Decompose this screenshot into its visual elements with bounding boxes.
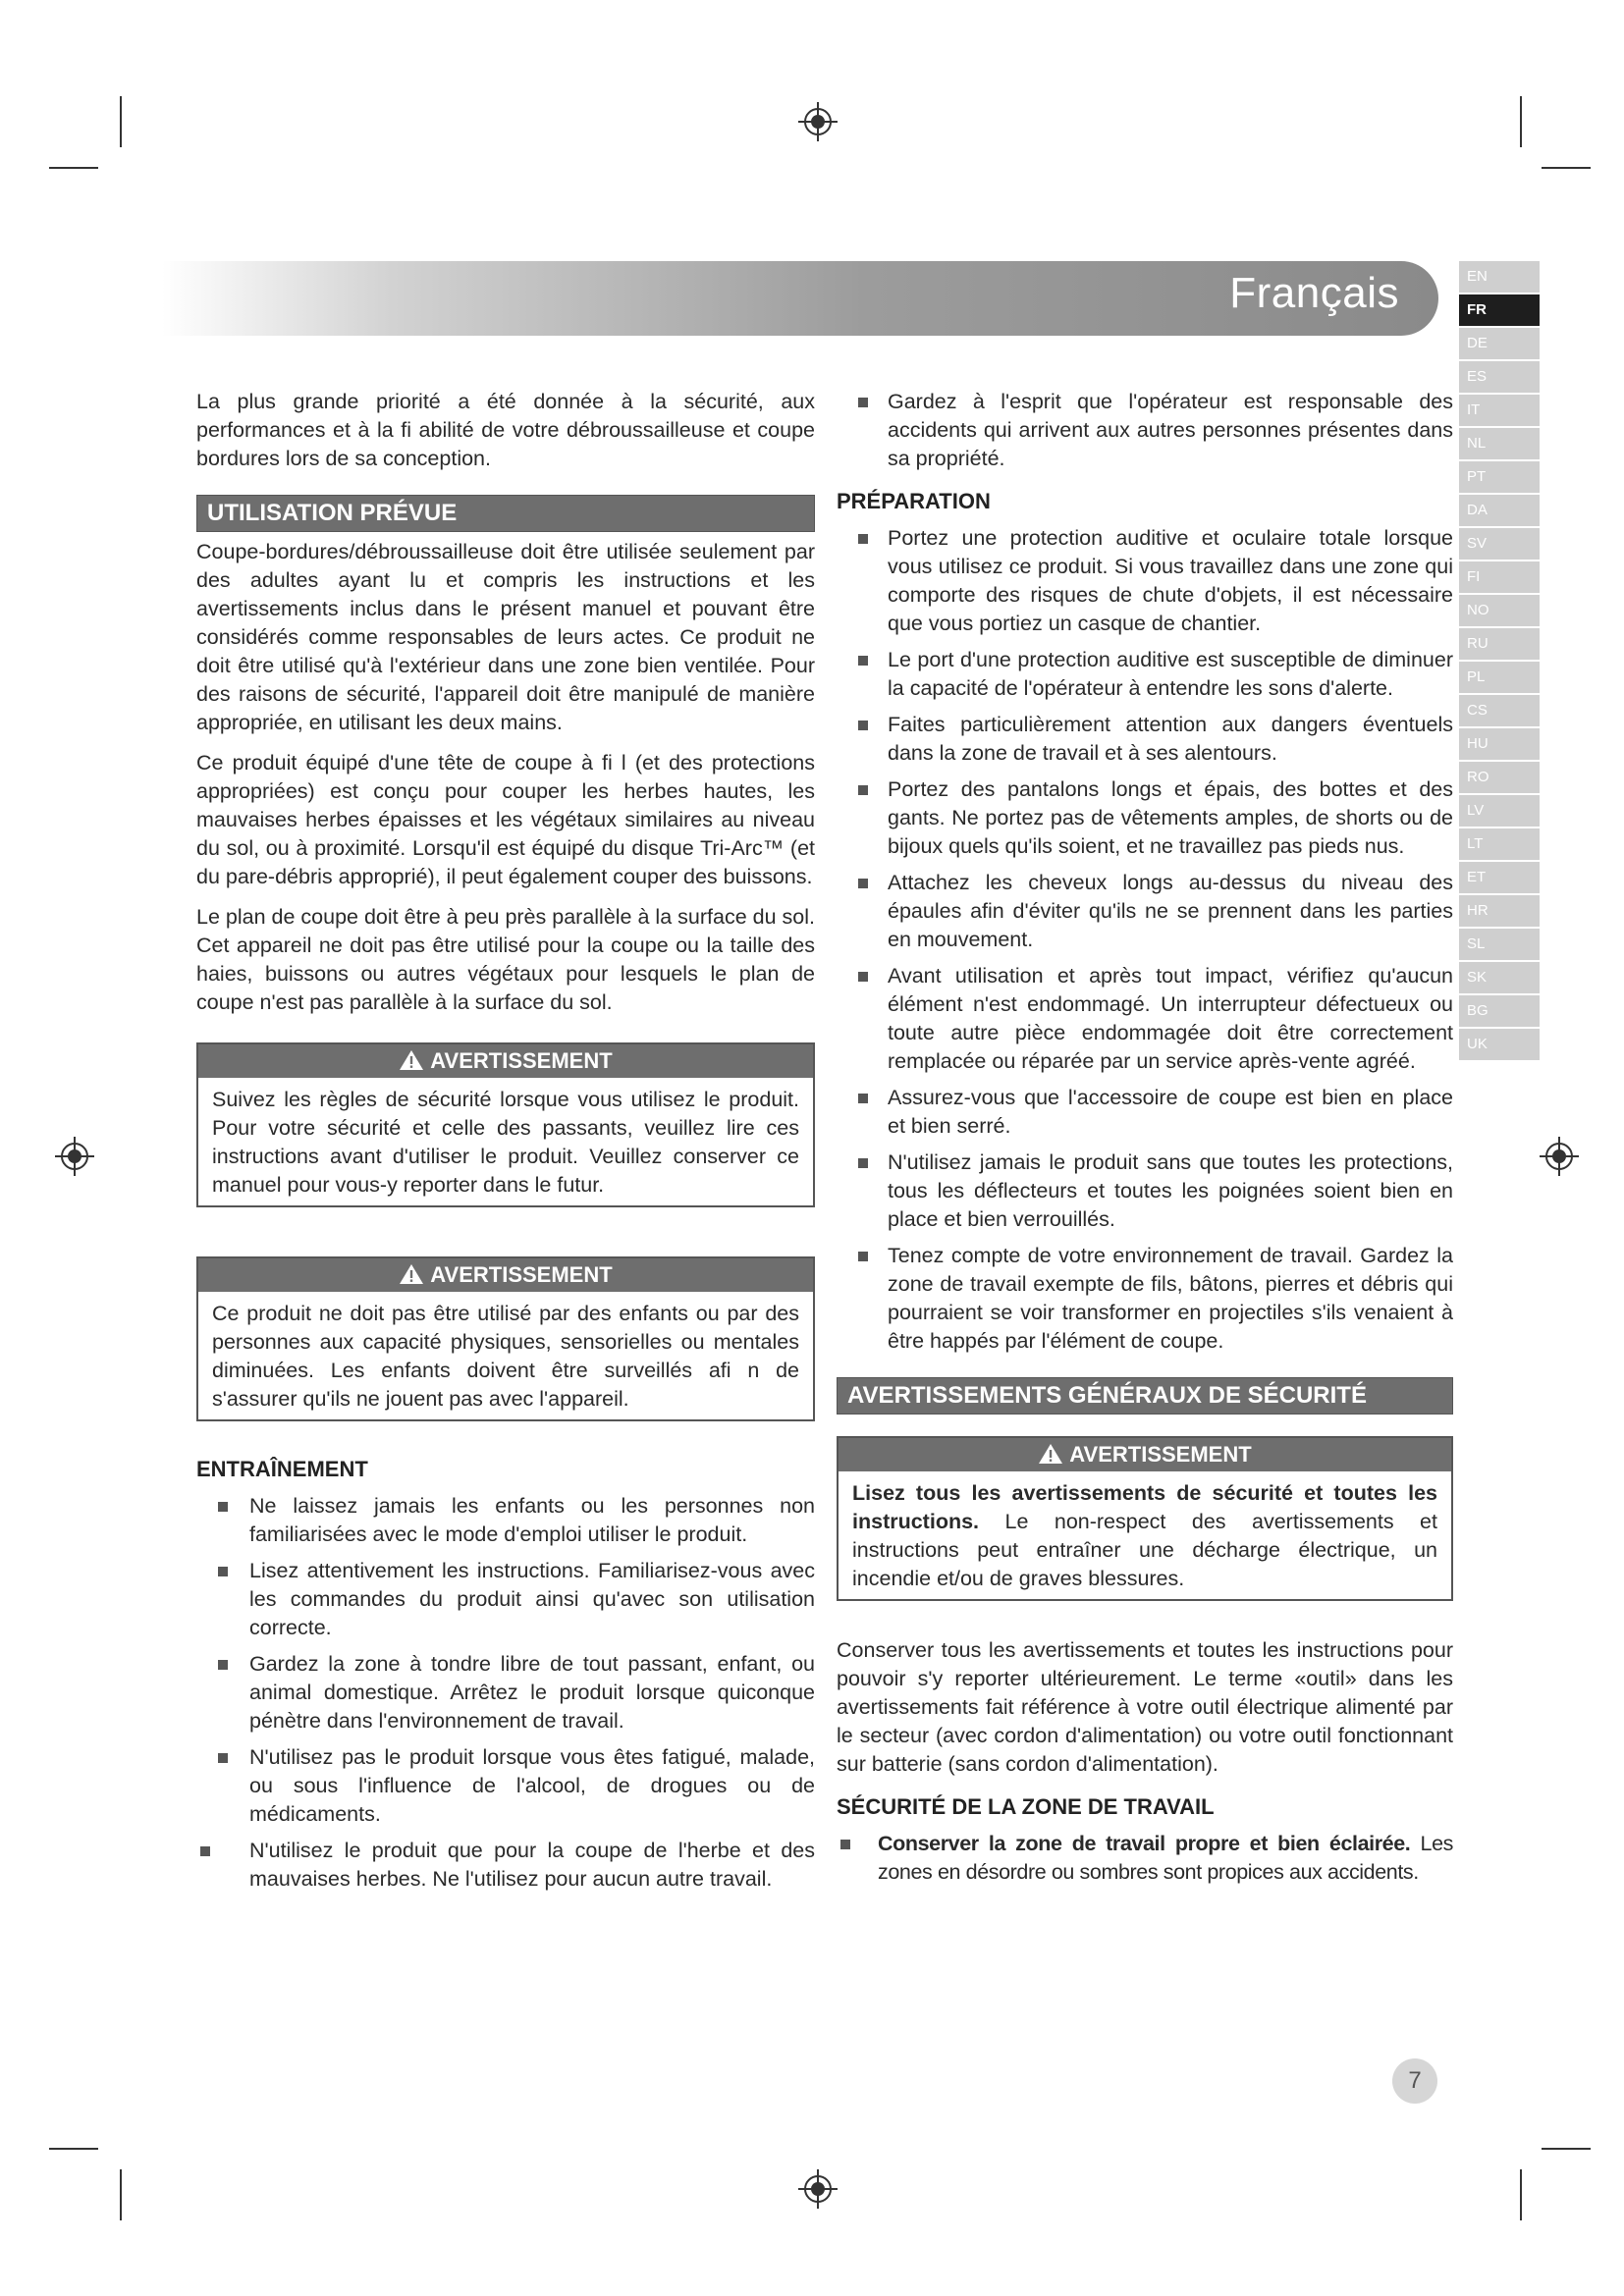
language-tab-uk[interactable]: UK <box>1459 1029 1540 1060</box>
language-tab-de[interactable]: DE <box>1459 328 1540 359</box>
preparation-list <box>837 524 1453 1356</box>
training-list-last <box>196 1837 815 1894</box>
language-tab-no[interactable]: NO <box>1459 595 1540 626</box>
language-tab-sk[interactable]: SK <box>1459 962 1540 993</box>
list-item: N'utilisez pas le produit lorsque vous êtes fatigué, malade, ou sous l'influence de l'alcool, de drogues ou de médicaments. <box>196 1743 815 1829</box>
list-item: Lisez attentivement les instructions. Familiarisez-vous avec les commandes du produit ainsi qu'avec son utilisation correcte. <box>196 1557 815 1642</box>
list-item: Gardez la zone à tondre libre de tout passant, enfant, ou animal domestique. Arrêtez le produit lorsque quiconque pénètre dans l'environnement de travail. <box>196 1650 815 1735</box>
warning-title: AVERTISSEMENT <box>1069 1442 1252 1467</box>
warning-box <box>837 1436 1453 1601</box>
warning-triangle-icon <box>399 1049 424 1071</box>
crop-mark <box>120 2169 122 2220</box>
list-item: Avant utilisation et après tout impact, vérifiez qu'aucun élément n'est endommagé. Un interrupteur défectueux ou toute autre pièce endommagée doit être correctement remplacée ou réparée par un service après-vente agréé. <box>837 962 1453 1076</box>
language-tab-lt[interactable]: LT <box>1459 828 1540 860</box>
language-tab-hr[interactable]: HR <box>1459 895 1540 927</box>
list-item: Le port d'une protection auditive est susceptible de diminuer la capacité de l'opérateur à entendre les sons d'alerte. <box>837 646 1453 703</box>
warning-box <box>196 1042 815 1207</box>
warning-triangle-icon <box>1038 1443 1063 1465</box>
language-tab-hu[interactable]: HU <box>1459 728 1540 760</box>
right-column <box>837 388 1453 1895</box>
list-item: Portez des pantalons longs et épais, des bottes et des gants. Ne portez pas de vêtements amples, de shorts ou de bijoux quels qu'ils soient, et ne travaillez pas pieds nus. <box>837 775 1453 861</box>
list-item: Tenez compte de votre environnement de travail. Gardez la zone de travail exempte de fils, bâtons, pierres et débris qui pourraient se voir transformer en projectiles s'ils venaient à être happés par l'élément de coupe. <box>837 1242 1453 1356</box>
crop-mark <box>49 2148 98 2150</box>
crop-mark <box>1542 2148 1591 2150</box>
language-tab-lv[interactable]: LV <box>1459 795 1540 827</box>
list-item: Gardez à l'esprit que l'opérateur est responsable des accidents qui arrivent aux autres personnes présentes dans sa propriété. <box>837 388 1453 473</box>
work-area-list <box>837 1830 1453 1887</box>
language-tab-es[interactable]: ES <box>1459 361 1540 393</box>
list-item: Portez une protection auditive et oculaire totale lorsque vous utilisez ce produit. Si vous travaillez dans une zone qui comporte des risques de chute d'objets, il est nécessaire que vous portiez un casque de chantier. <box>837 524 1453 638</box>
language-tab-cs[interactable]: CS <box>1459 695 1540 726</box>
warning-header <box>198 1258 813 1292</box>
paragraph: Coupe-bordures/débroussailleuse doit être utilisée seulement par des adultes ayant lu et compris les instructions et les avertissements inclus dans le présent manuel et pouvant être considérés comme responsables de leurs actes. Ce produit ne doit être utilisé qu'à l'extérieur dans une zone bien ventilée. Pour des raisons de sécurité, l'appareil doit être manipulé de manière appropriée, en utilisant les deux mains. <box>196 540 815 734</box>
page-number: 7 <box>1392 2058 1437 2104</box>
language-tab-ro[interactable]: RO <box>1459 762 1540 793</box>
subheading-training: ENTRAÎNEMENT <box>196 1457 368 1481</box>
left-column <box>196 388 815 1901</box>
warning-triangle-icon <box>399 1263 424 1285</box>
language-tab-pl[interactable]: PL <box>1459 662 1540 693</box>
crop-mark <box>49 167 98 169</box>
section-heading-intended-use: UTILISATION PRÉVUE <box>196 495 815 532</box>
warning-title: AVERTISSEMENT <box>430 1262 613 1287</box>
crop-mark <box>120 96 122 147</box>
language-tab-et[interactable]: ET <box>1459 862 1540 893</box>
language-tab-pt[interactable]: PT <box>1459 461 1540 493</box>
paragraph: Ce produit équipé d'une tête de coupe à fi l (et des protections appropriées) est conçu pour couper les herbes hautes, les mauvaises herbes épaisses et les végétaux similaires au niveau du sol, ou à proximité. Lorsqu'il est équipé du disque Tri-Arc™ (et du pare-débris approprié), il peut également couper des buissons. <box>196 751 815 888</box>
paragraph: Conserver tous les avertissements et toutes les instructions pour pouvoir s'y reporter ultérieurement. Le terme «outil» dans les avertissements fait référence à votre outil électrique alimenté par le secteur (avec cordon d'alimentation) ou votre outil fonctionnant sur batterie (sans cordon d'alimentation). <box>837 1638 1453 1776</box>
registration-mark-icon <box>55 1137 94 1176</box>
list-item: Conserver la zone de travail propre et bien éclairée. Les zones en désordre ou sombres sont propices aux accidents. <box>837 1830 1453 1887</box>
language-tab-fr[interactable]: FR <box>1459 294 1540 326</box>
section-heading-general-warnings: AVERTISSEMENTS GÉNÉRAUX DE SÉCURITÉ <box>837 1377 1453 1415</box>
paragraph: Le plan de coupe doit être à peu près parallèle à la surface du sol. Cet appareil ne doit pas être utilisé pour la coupe ou la taille des haies, buissons ou autres végétaux pour lesquels le plan de coupe n'est pas parallèle à la surface du sol. <box>196 905 815 1014</box>
intro-paragraph: La plus grande priorité a été donnée à la sécurité, aux performances et à la fi abilité de votre débroussailleuse et coupe bordures lors de sa conception. <box>196 390 815 470</box>
warning-box <box>196 1256 815 1421</box>
language-tab-da[interactable]: DA <box>1459 495 1540 526</box>
list-item: N'utilisez jamais le produit sans que toutes les protections, tous les déflecteurs et toutes les poignées soient bien en place et bien verrouillés. <box>837 1148 1453 1234</box>
registration-mark-icon <box>798 102 838 141</box>
page-title: Français <box>1229 269 1399 317</box>
crop-mark <box>1520 2169 1522 2220</box>
training-list <box>196 1492 815 1829</box>
list-item: Assurez-vous que l'accessoire de coupe est bien en place et bien serré. <box>837 1084 1453 1141</box>
language-tabs <box>1459 261 1540 1062</box>
registration-mark-icon <box>1540 1137 1579 1176</box>
language-tab-fi[interactable]: FI <box>1459 561 1540 593</box>
subheading-work-area-safety: SÉCURITÉ DE LA ZONE DE TRAVAIL <box>837 1794 1215 1819</box>
list-item: Faites particulièrement attention aux dangers éventuels dans la zone de travail et à ses alentours. <box>837 711 1453 768</box>
warning-text: Suivez les règles de sécurité lorsque vous utilisez le produit. Pour votre sécurité et celle des passants, veuillez lire ces instructions avant d'utiliser le produit. Veuillez conserver ce manuel pour vous-y reporter dans le futur. <box>212 1088 799 1197</box>
list-item: Ne laissez jamais les enfants ou les personnes non familiarisées avec le mode d'emploi utiliser le produit. <box>196 1492 815 1549</box>
registration-mark-icon <box>798 2169 838 2209</box>
list-item: Attachez les cheveux longs au-dessus du niveau des épaules afin d'éviter qu'ils ne se prennent dans les parties en mouvement. <box>837 869 1453 954</box>
subheading-preparation: PRÉPARATION <box>837 489 991 513</box>
warning-header <box>839 1438 1451 1471</box>
language-banner <box>162 261 1438 336</box>
responsibility-list <box>837 388 1453 473</box>
warning-text: Lisez tous les avertissements de sécurité et toutes les instructions. Le non-respect des avertissements et instructions peut entraîner une décharge électrique, un incendie et/ou de graves blessures. <box>852 1481 1437 1590</box>
warning-header <box>198 1044 813 1078</box>
language-tab-sv[interactable]: SV <box>1459 528 1540 560</box>
crop-mark <box>1542 167 1591 169</box>
language-tab-en[interactable]: EN <box>1459 261 1540 293</box>
list-item: N'utilisez le produit que pour la coupe de l'herbe et des mauvaises herbes. Ne l'utilisez pour aucun autre travail. <box>196 1837 815 1894</box>
language-tab-bg[interactable]: BG <box>1459 995 1540 1027</box>
language-tab-sl[interactable]: SL <box>1459 929 1540 960</box>
warning-title: AVERTISSEMENT <box>430 1048 613 1073</box>
language-tab-nl[interactable]: NL <box>1459 428 1540 459</box>
crop-mark <box>1520 96 1522 147</box>
warning-text: Ce produit ne doit pas être utilisé par des enfants ou par des personnes aux capacité physiques, sensorielles ou mentales diminuées. Les enfants doivent être surveillés afi n de s'assurer qu'ils ne jouent pas avec l'appareil. <box>212 1302 799 1411</box>
language-tab-ru[interactable]: RU <box>1459 628 1540 660</box>
language-tab-it[interactable]: IT <box>1459 395 1540 426</box>
